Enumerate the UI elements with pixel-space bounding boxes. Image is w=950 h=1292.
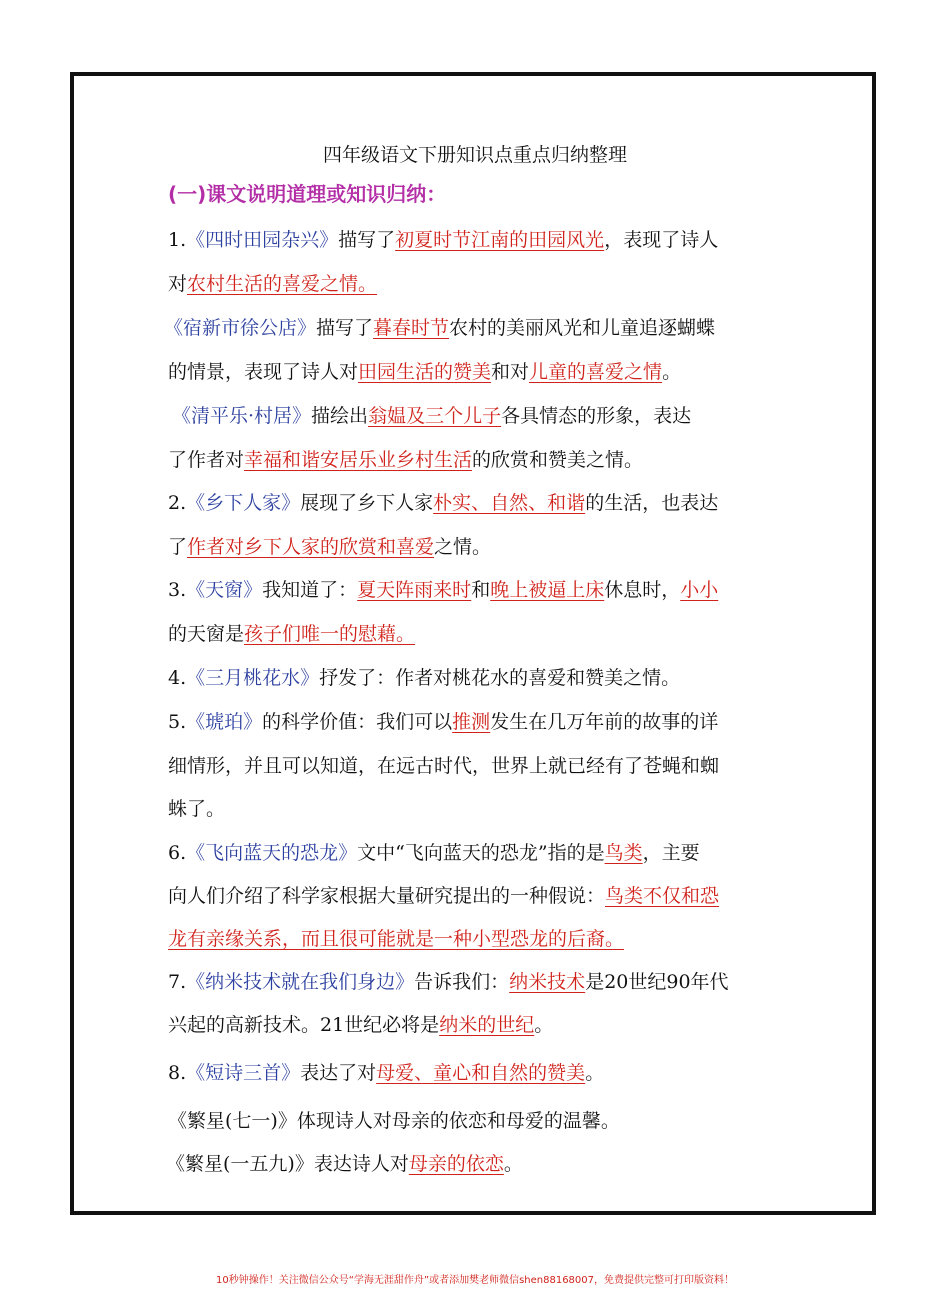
- item-4-line-1: [168, 664, 680, 692]
- item-number: 1.: [168, 229, 187, 251]
- text: 之情。: [434, 536, 492, 558]
- item-6-line-2: [168, 882, 719, 910]
- text: 我知道了：: [262, 579, 358, 601]
- book-title: 《纳米技术就在我们身边》: [186, 971, 415, 993]
- item-8-line-1: [168, 1059, 604, 1087]
- text: 描绘出: [311, 405, 369, 427]
- item-number: 6.: [168, 842, 187, 864]
- item-1-line-2: [168, 270, 377, 298]
- key-phrase: 母亲的依恋: [408, 1153, 504, 1175]
- text: ，表现了诗人: [604, 229, 719, 251]
- book-title: 《繁星(七一)》: [168, 1110, 297, 1132]
- text: 告诉我们：: [414, 971, 510, 993]
- item-number: 5.: [168, 711, 187, 733]
- book-title: 《繁星(一五九)》: [166, 1153, 314, 1175]
- text: 。: [534, 1014, 554, 1036]
- text: 细情形，并且可以知道，在远古时代，世界上就已经有了苍蝇和蜘: [168, 755, 720, 777]
- text: 了: [168, 536, 188, 558]
- item-3-line-1: [168, 576, 718, 604]
- text: 的天窗是: [168, 623, 245, 645]
- key-phrase: 孩子们唯一的慰藉。: [244, 623, 416, 645]
- footer-notice: 10秒钟操作！关注微信公众号“学海无涯甜作舟”或者添加樊老师微信shen88168007，免费提供完整可打印版资料！: [215, 1275, 735, 1286]
- item-5-line-3: [168, 795, 225, 823]
- text: 和对: [491, 361, 530, 383]
- item-7-line-2: [168, 1011, 553, 1039]
- book-title: 《宿新市徐公店》: [164, 317, 317, 339]
- item-3-line-2: [168, 620, 415, 648]
- item-number: 3.: [168, 579, 187, 601]
- text: 表达了对: [300, 1062, 377, 1084]
- item-2-line-2: [168, 533, 491, 561]
- page-title: 四年级语文下册知识点重点归纳整理: [322, 144, 627, 166]
- text: 了作者对: [168, 449, 245, 471]
- text: 和: [471, 579, 491, 601]
- book-title: 《琥珀》: [186, 711, 263, 733]
- text: 的欣赏和赞美之情。: [472, 449, 644, 471]
- key-phrase: 鸟类不仅和恐: [605, 885, 720, 907]
- text: 休息时，: [604, 579, 681, 601]
- key-phrase: 龙有亲缘关系，而且很可能就是一种小型恐龙的后裔。: [168, 928, 625, 950]
- text: 各具情态的形象，表达: [501, 405, 692, 427]
- text: 农村的美丽风光和儿童追逐蝴蝶: [449, 317, 716, 339]
- book-title: 《四时田园杂兴》: [186, 229, 339, 251]
- key-phrase: 晚上被逼上床: [490, 579, 605, 601]
- key-phrase: 田园生活的赞美: [358, 361, 492, 383]
- text: 展现了乡下人家: [300, 492, 434, 514]
- book-title: 《乡下人家》: [186, 492, 301, 514]
- item-number: 2.: [168, 492, 187, 514]
- text: 抒发了：作者对桃花水的喜爱和赞美之情。: [319, 667, 681, 689]
- key-phrase: 农村生活的喜爱之情。: [187, 273, 378, 295]
- book-title: 《天窗》: [186, 579, 263, 601]
- text: 表达诗人对: [313, 1153, 409, 1175]
- book-title: 《飞向蓝天的恐龙》: [186, 842, 358, 864]
- text: 的情景，表现了诗人对: [168, 361, 359, 383]
- key-phrase: 夏天阵雨来时: [357, 579, 472, 601]
- section-heading: (一)课文说明道理或知识归纳：: [168, 182, 447, 206]
- item-number: 8.: [168, 1062, 187, 1084]
- text: 蛛了。: [168, 798, 226, 820]
- key-phrase: 推测: [452, 711, 491, 733]
- item-8c-line-1: [166, 1150, 523, 1178]
- text: 兴起的高新技术。21世纪必将是: [168, 1014, 440, 1036]
- text: 文中“飞向蓝天的恐龙”指的是: [357, 842, 605, 864]
- item-number: 4.: [168, 667, 187, 689]
- key-phrase: 母爱、童心和自然的赞美: [376, 1062, 586, 1084]
- text: 的生活，也表达: [585, 492, 719, 514]
- item-1b-line-2: [168, 358, 681, 386]
- key-phrase: 纳米技术: [509, 971, 586, 993]
- key-phrase: 作者对乡下人家的欣赏和喜爱: [187, 536, 435, 558]
- text: 对: [168, 273, 188, 295]
- item-1c-line-2: [168, 446, 643, 474]
- item-6-line-3: [168, 925, 624, 953]
- text: 描写了: [316, 317, 374, 339]
- key-phrase: 初夏时节江南的田园风光: [395, 229, 605, 251]
- text: 体现诗人对母亲的依恋和母爱的温馨。: [296, 1110, 620, 1132]
- book-title: 《清平乐·村居》: [172, 405, 312, 427]
- item-6-line-1: [168, 839, 700, 867]
- text: 。: [503, 1153, 523, 1175]
- key-phrase: 纳米的世纪: [439, 1014, 535, 1036]
- key-phrase: 朴实、自然、和谐: [433, 492, 586, 514]
- text: 。: [662, 361, 682, 383]
- key-phrase: 翁媪及三个儿子: [368, 405, 502, 427]
- item-2-line-1: [168, 489, 718, 517]
- text: ，主要: [642, 842, 700, 864]
- item-7-line-1: [168, 968, 729, 996]
- key-phrase: 幸福和谐安居乐业乡村生活: [244, 449, 473, 471]
- item-1c-line-1: [172, 402, 691, 430]
- text: 描写了: [338, 229, 396, 251]
- text: 是20世纪90年代: [585, 971, 729, 993]
- item-5-line-1: [168, 708, 718, 736]
- item-1-line-1: [168, 226, 718, 254]
- item-5-line-2: [168, 752, 719, 780]
- book-title: 《短诗三首》: [186, 1062, 301, 1084]
- text: 的科学价值：我们可以: [262, 711, 453, 733]
- item-1b-line-1: [164, 314, 715, 342]
- text: 。: [585, 1062, 605, 1084]
- key-phrase: 暮春时节: [373, 317, 450, 339]
- book-title: 《三月桃花水》: [186, 667, 320, 689]
- key-phrase: 小小: [680, 579, 719, 601]
- text: 向人们介绍了科学家根据大量研究提出的一种假说：: [168, 885, 606, 907]
- key-phrase: 鸟类: [604, 842, 643, 864]
- text: 发生在几万年前的故事的详: [490, 711, 719, 733]
- key-phrase: 儿童的喜爱之情: [529, 361, 663, 383]
- item-8b-line-1: [168, 1107, 620, 1135]
- item-number: 7.: [168, 971, 187, 993]
